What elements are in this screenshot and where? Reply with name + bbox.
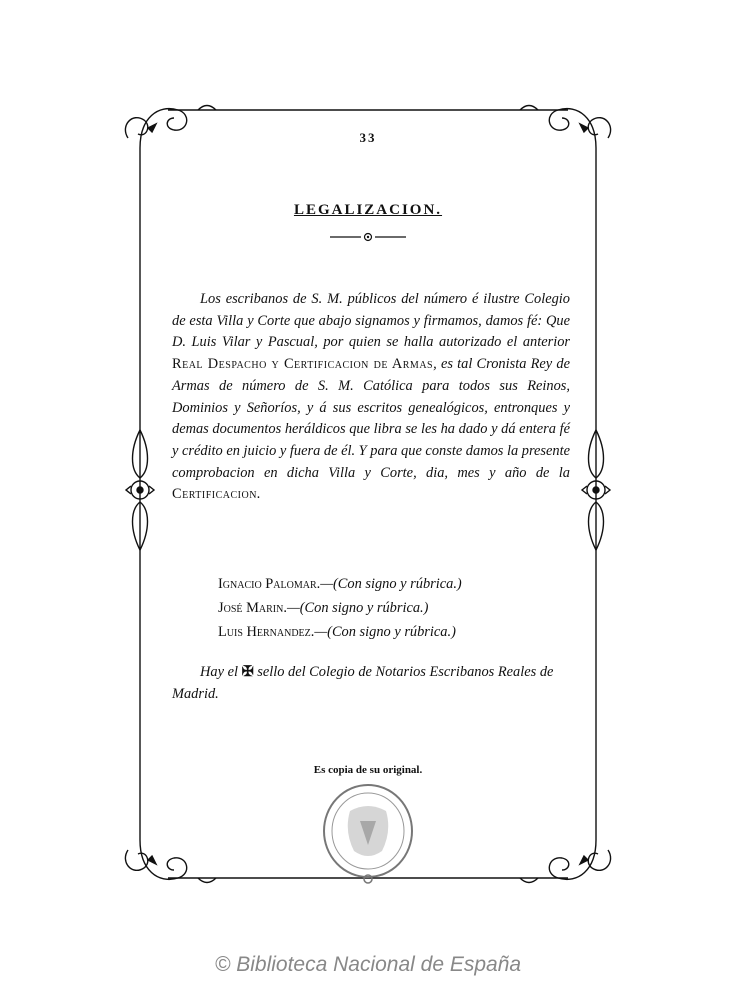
section-heading: LEGALIZACION. bbox=[293, 202, 443, 218]
paragraph-text-1: Los escribanos de S. M. públicos del número é ilustre Colegio de esta Villa y Corte que abajo signamos y firmamos, damos fé: Que D. Luis Vilar y Pascual, por quien se halla autorizado el anterior bbox=[172, 291, 570, 351]
signature-annotation: —(Con signo y rúbrica.) bbox=[320, 576, 462, 592]
heading-ornament-rule bbox=[330, 232, 406, 242]
paragraph-text-3: . bbox=[256, 486, 261, 503]
cross-icon: ✠ bbox=[241, 664, 254, 680]
signature-annotation: —(Con signo y rúbrica.) bbox=[286, 600, 429, 616]
signature-line bbox=[218, 624, 456, 641]
certification-word: Certificacion bbox=[172, 486, 257, 503]
signature-line bbox=[218, 600, 428, 617]
copy-note: Es copia de su original. bbox=[313, 764, 423, 776]
notary-seal-stamp bbox=[320, 781, 416, 885]
seal-note-before: Hay el bbox=[200, 664, 242, 680]
royal-dispatch-title: Real Despacho y Certificacion de Armas bbox=[172, 356, 434, 373]
signature-annotation: —(Con signo y rúbrica.) bbox=[314, 624, 456, 640]
signatory-name: José Marin. bbox=[218, 600, 287, 616]
signatory-name: Ignacio Palomar. bbox=[218, 576, 321, 592]
page-number: 33 bbox=[359, 130, 377, 145]
legalization-paragraph bbox=[172, 289, 570, 506]
library-copyright-footer: © Biblioteca Nacional de España bbox=[214, 953, 522, 976]
signatory-name: Luis Hernandez. bbox=[218, 624, 315, 640]
seal-note-after: sello del Colegio de Notarios Escribanos Reales de Madrid. bbox=[172, 664, 554, 702]
seal-note bbox=[172, 661, 570, 705]
signature-line bbox=[218, 576, 462, 593]
paragraph-text-2: , es tal Cronista Rey de Armas de número de S. M. Católica para todos sus Reinos, Dominios y Señoríos, y á sus escritos genealógicos, entronques y demas documentos heráldicos que libra se les ha dado y dá entera fé y crédito en juicio y fuera de él. Y para que conste damos la presente comprobacion en dicha Villa y Corte, dia, mes y año de la bbox=[172, 356, 570, 481]
